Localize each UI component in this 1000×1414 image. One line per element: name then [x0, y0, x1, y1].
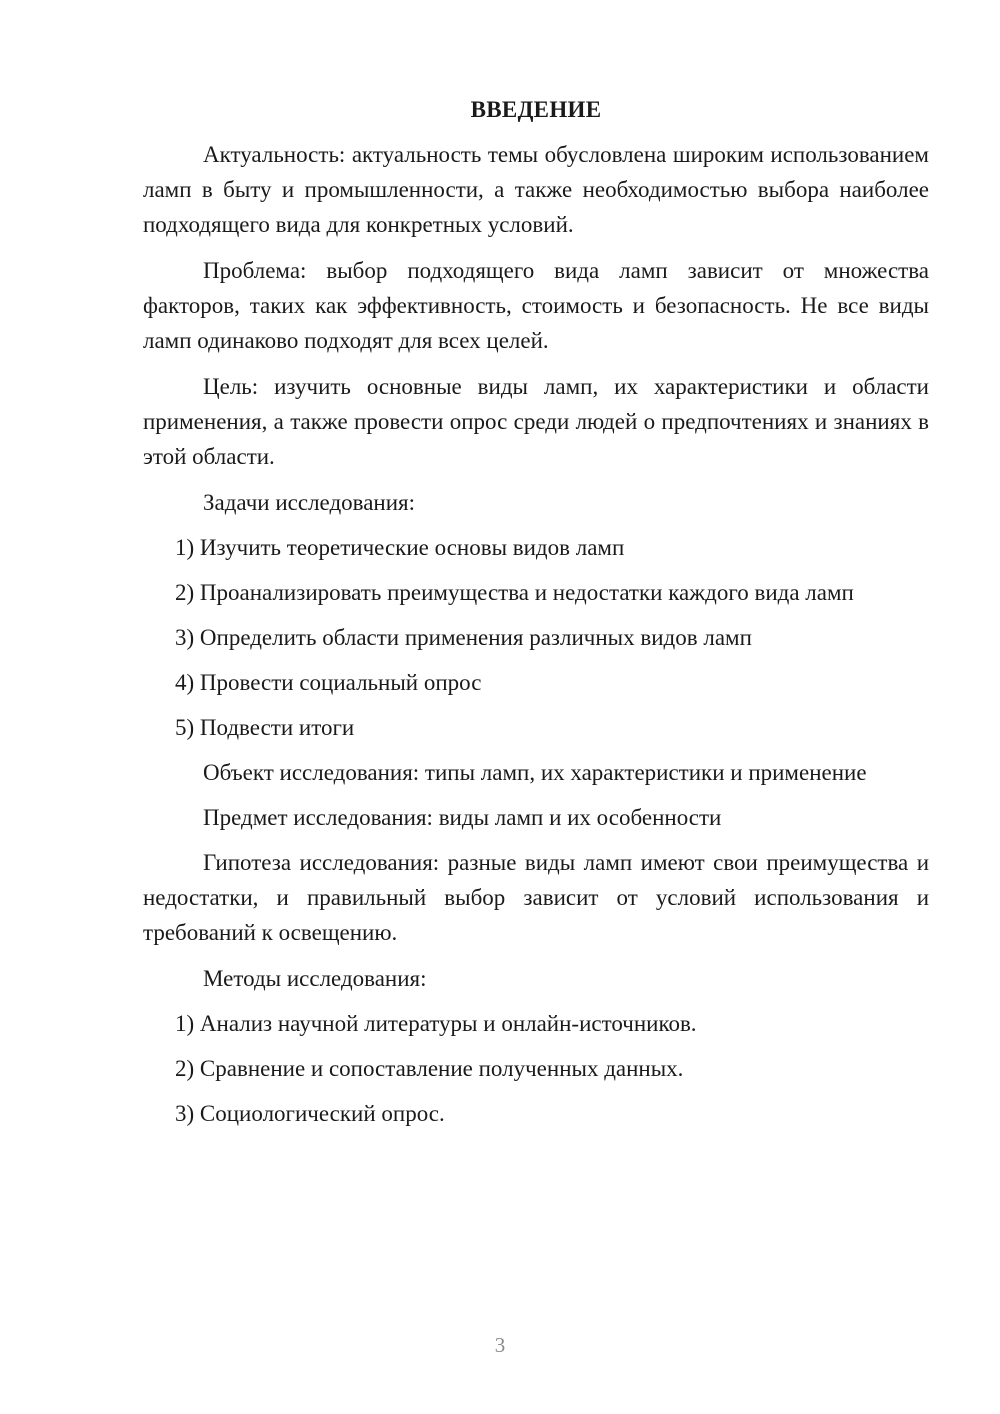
paragraph-object: Объект исследования: типы ламп, их характеристики и применение	[203, 760, 867, 785]
paragraph-relevance: Актуальность: актуальность темы обусловлена широким использованием ламп в быту и промышленности, а также необходимостью выбора наиболее подходящего вида для конкретных условий.	[143, 142, 929, 237]
page-title: ВВЕДЕНИЕ	[470, 97, 602, 122]
task-item: 3) Определить области применения различных видов ламп	[175, 625, 752, 650]
paragraph-problem: Проблема: выбор подходящего вида ламп зависит от множества факторов, таких как эффективность, стоимость и безопасность. Не все виды ламп одинаково подходят для всех целей.	[143, 258, 929, 353]
method-item: 1) Анализ научной литературы и онлайн-источников.	[175, 1011, 697, 1036]
paragraph-goal: Цель: изучить основные виды ламп, их характеристики и области применения, а также провести опрос среди людей о предпочтениях и знаниях в этой области.	[143, 374, 929, 469]
page-content	[143, 92, 929, 1141]
paragraph-hypothesis: Гипотеза исследования: разные виды ламп имеют свои преимущества и недостатки, и правильный выбор зависит от условий использования и требований к освещению.	[143, 850, 929, 945]
method-item: 2) Сравнение и сопоставление полученных данных.	[175, 1056, 684, 1081]
method-item: 3) Социологический опрос.	[175, 1101, 445, 1126]
methods-heading: Методы исследования:	[203, 966, 427, 991]
task-item: 1) Изучить теоретические основы видов ламп	[175, 535, 625, 560]
paragraph-subject: Предмет исследования: виды ламп и их особенности	[203, 805, 722, 830]
task-item: 5) Подвести итоги	[175, 715, 355, 740]
task-item: 4) Провести социальный опрос	[175, 670, 482, 695]
task-item: 2) Проанализировать преимущества и недостатки каждого вида ламп	[175, 580, 854, 605]
tasks-heading: Задачи исследования:	[203, 490, 416, 515]
page-number: 3	[494, 1333, 506, 1357]
